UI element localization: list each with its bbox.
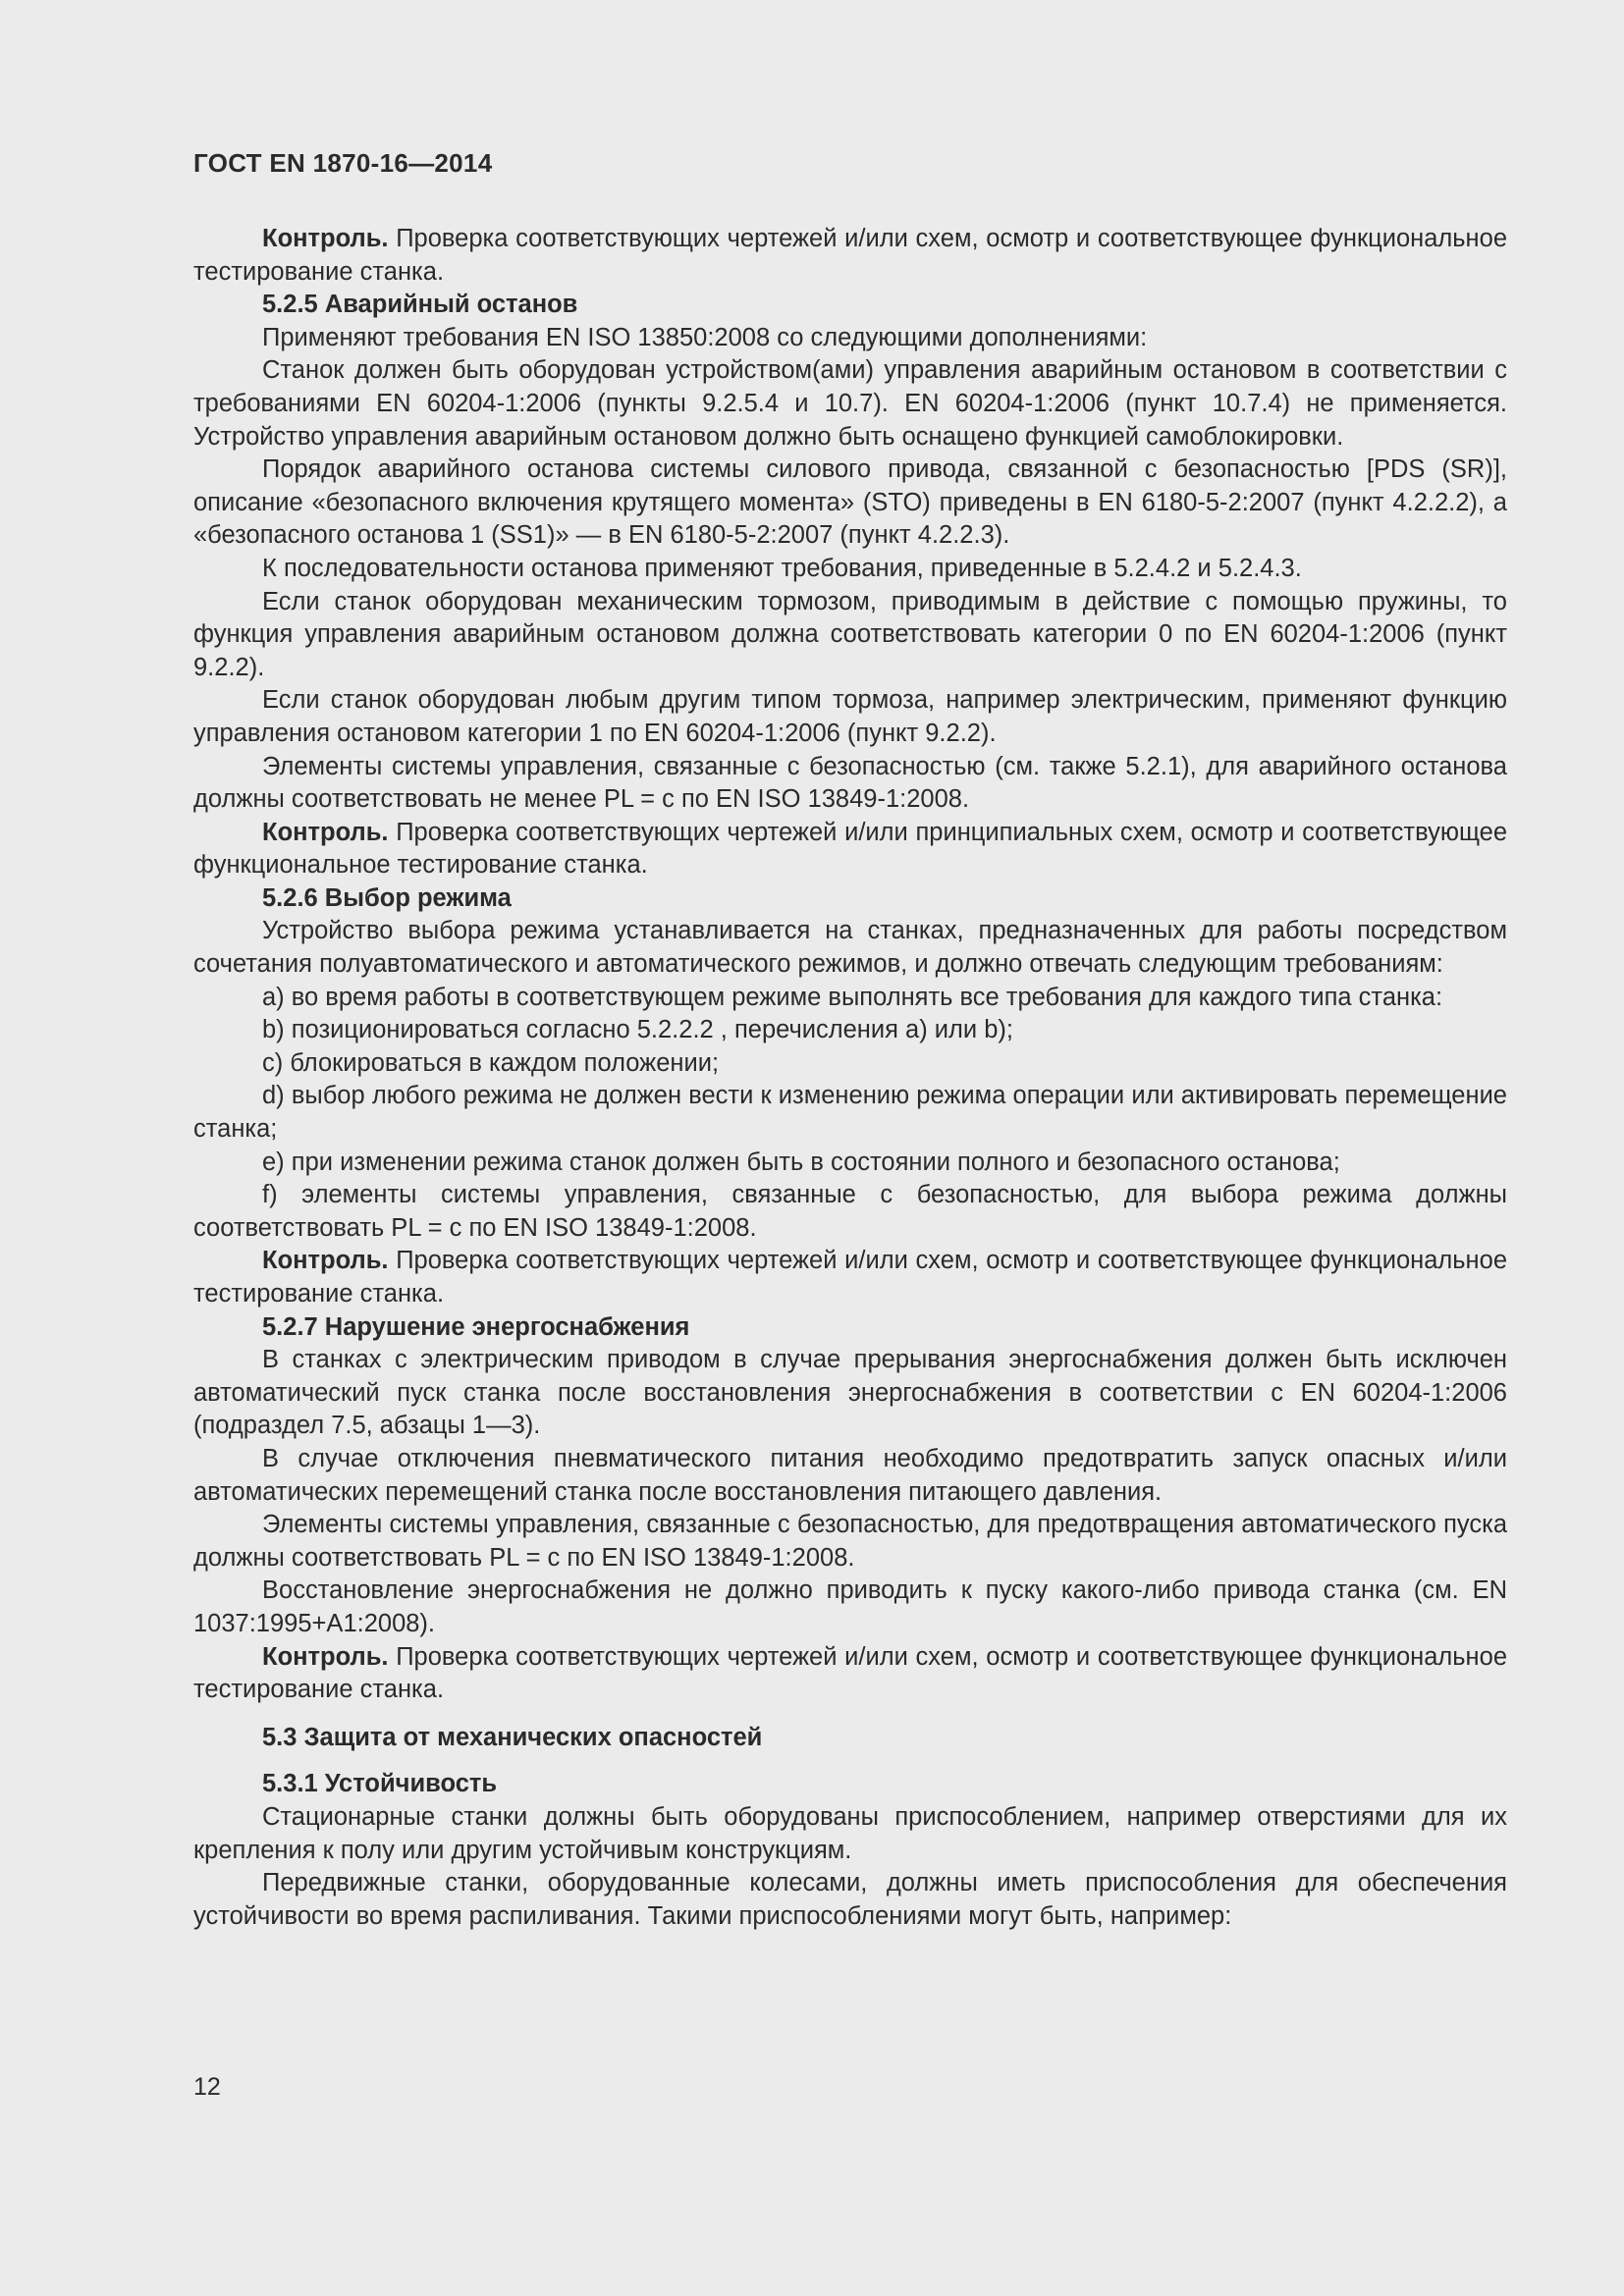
section-heading: 5.2.6 Выбор режима [262,883,512,912]
section-heading: 5.2.5 Аварийный останов [262,291,578,319]
paragraph [193,354,1507,454]
paragraph [193,1047,1507,1081]
paragraph-text: Порядок аварийного останова системы силового привода, связанной с безопасностью [PDS (SR)], описание «безопасного включения крутящего момента» (STO) приведены в EN 6180-5-2:2007 (пункт 4.2.2.2), а «безопасного останова 1 (SS1)» — в EN 6180-5-2:2007 (пункт 4.2.2.3). [193,455,1507,550]
section-heading: 5.2.7 Нарушение энергоснабжения [262,1312,690,1341]
control-paragraph [193,1245,1507,1310]
paragraph-text: Станок должен быть оборудован устройством(ами) управления аварийным остановом в соответствии с требованиями EN 60204-1:2006 (пункты 9.2.5.4 и 10.7). EN 60204-1:2006 (пункт 10.7.4) не применяется. Устройство управления аварийным остановом должно быть оснащено функцией самоблокировки. [193,356,1507,451]
section-heading: 5.3 Защита от механических опасностей [262,1723,763,1751]
paragraph [193,1575,1507,1640]
paragraph-text: Проверка соответствующих чертежей и/или схем, осмотр и соответствующее функциональное тестирование станка. [193,1642,1507,1704]
document-body [193,223,1507,1933]
control-paragraph [193,223,1507,289]
paragraph-text: e) при изменении режима станок должен быть в состоянии полного и безопасного останова; [262,1148,1340,1176]
paragraph-lead: Контроль. [262,1642,389,1671]
paragraph [193,982,1507,1015]
paragraph-text: Восстановление энергоснабжения не должно приводить к пуску какого-либо привода станка (см. EN 1037:1995+A1:2008). [193,1576,1507,1637]
document-header: ГОСТ EN 1870-16—2014 [193,148,493,178]
control-paragraph [193,817,1507,882]
paragraph-lead: Контроль. [262,818,389,846]
section-heading: 5.3.1 Устойчивость [262,1770,498,1798]
paragraph [193,1867,1507,1933]
paragraph-text: Если станок оборудован механическим тормозом, приводимым в действие с помощью пружины, то функция управления аварийным остановом должна соответствовать категории 0 по EN 60204-1:2006 (пункт 9.2.2). [193,587,1507,681]
paragraph-text: Проверка соответствующих чертежей и/или принципиальных схем, осмотр и соответствующее функциональное тестирование станка. [193,818,1507,880]
paragraph [193,1801,1507,1867]
paragraph-text: К последовательности останова применяют требования, приведенные в 5.2.4.2 и 5.2.4.3. [262,554,1302,582]
paragraph [193,1179,1507,1245]
paragraph [193,553,1507,586]
paragraph [193,1014,1507,1047]
paragraph-text: c) блокироваться в каждом положении; [262,1048,720,1077]
paragraph-text: Применяют требования EN ISO 13850:2008 со следующими дополнениями: [262,323,1148,351]
paragraph [193,1080,1507,1146]
control-paragraph [193,1641,1507,1707]
paragraph-text: f) элементы системы управления, связанные с безопасностью, для выбора режима должны соответствовать PL = с по EN ISO 13849-1:2008. [193,1181,1507,1242]
paragraph [193,1344,1507,1443]
paragraph-text: a) во время работы в соответствующем режиме выполнять все требования для каждого типа станка: [262,983,1443,1011]
page-number: 12 [193,2073,221,2101]
paragraph-text: Элементы системы управления, связанные с безопасностью (см. также 5.2.1), для аварийного останова должны соответствовать не менее PL = с по EN ISO 13849-1:2008. [193,752,1507,814]
paragraph-text: Проверка соответствующих чертежей и/или схем, осмотр и соответствующее функциональное тестирование станка. [193,1247,1507,1308]
paragraph [193,751,1507,817]
paragraph-text: Проверка соответствующих чертежей и/или схем, осмотр и соответствующее функциональное тестирование станка. [193,225,1507,286]
paragraph [193,1443,1507,1509]
paragraph [193,586,1507,685]
paragraph-text: В станках с электрическим приводом в случае прерывания энергоснабжения должен быть исключен автоматический пуск станка после восстановления энергоснабжения в соответствии с EN 60204-1:2006 (подраздел 7.5, абзацы 1—3). [193,1346,1507,1440]
paragraph [193,684,1507,750]
paragraph-text: Устройство выбора режима устанавливается на станках, предназначенных для работы посредством сочетания полуавтоматического и автоматического режимов, и должно отвечать следующим требованиям: [193,917,1507,979]
paragraph-text: Если станок оборудован любым другим типом тормоза, например электрическим, применяют функцию управления остановом категории 1 по EN 60204-1:2006 (пункт 9.2.2). [193,686,1507,747]
paragraph-text: Стационарные станки должны быть оборудованы приспособлением, например отверстиями для их крепления к полу или другим устойчивым конструкциям. [193,1802,1507,1864]
paragraph [193,454,1507,553]
paragraph-text: d) выбор любого режима не должен вести к изменению режима операции или активировать перемещение станка; [193,1082,1507,1144]
paragraph-text: Элементы системы управления, связанные с безопасностью, для предотвращения автоматического пуска должны соответствовать PL = с по EN ISO 13849-1:2008. [193,1511,1507,1572]
paragraph-text: Передвижные станки, оборудованные колесами, должны иметь приспособления для обеспечения устойчивости во время распиливания. Такими приспособлениями могут быть, например: [193,1869,1507,1930]
paragraph [193,1509,1507,1575]
paragraph-lead: Контроль. [262,225,389,252]
paragraph-text: В случае отключения пневматического питания необходимо предотвратить запуск опасных и/или автоматических перемещений станка после восстановления питающего давления. [193,1444,1507,1506]
paragraph [193,1147,1507,1180]
paragraph-lead: Контроль. [262,1247,389,1275]
paragraph-text: b) позиционироваться согласно 5.2.2.2 , перечисления a) или b); [262,1016,1013,1044]
paragraph [193,915,1507,981]
paragraph [193,322,1507,355]
